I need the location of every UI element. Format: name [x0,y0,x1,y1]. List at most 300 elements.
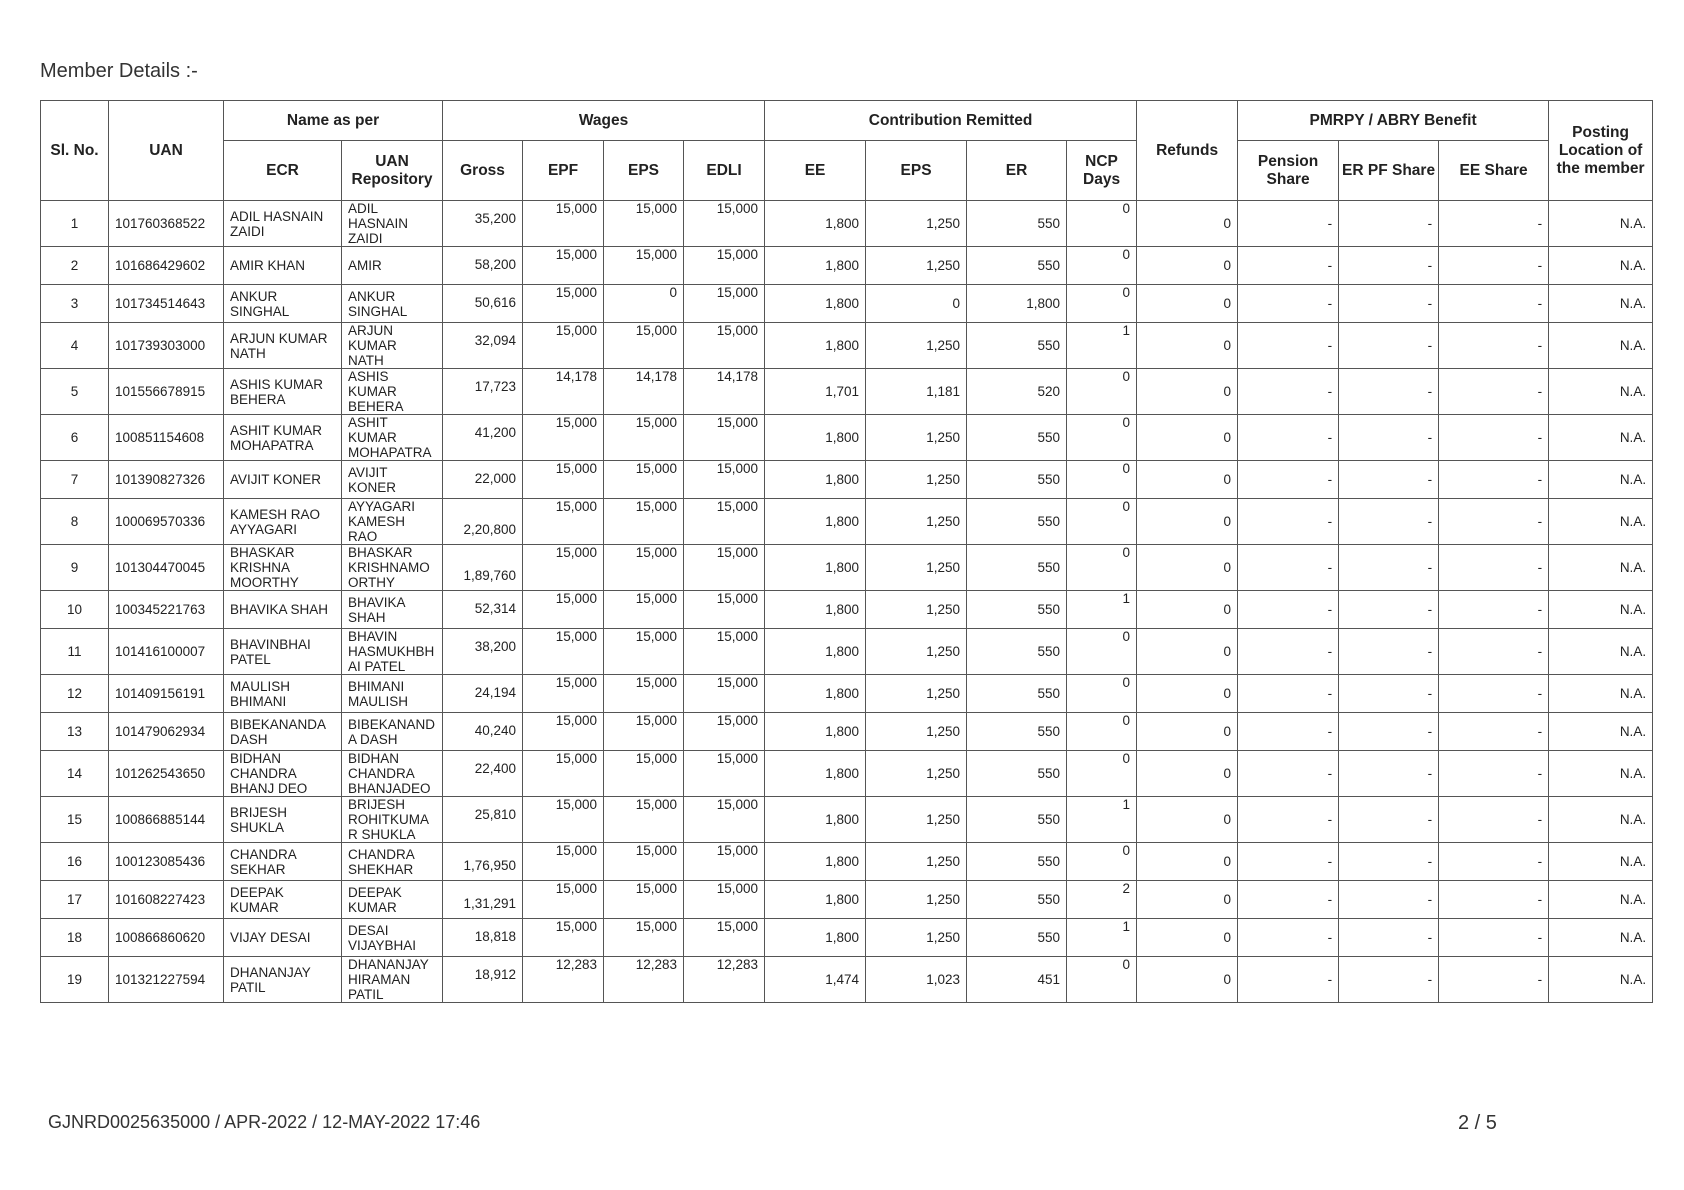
cell-er-pf-share: - [1339,751,1439,797]
header-uan-repository: UAN Repository [342,141,443,201]
cell-name-ecr: BHAVINBHAI PATEL [224,629,342,675]
cell-name-uan-repository: CHANDRA SHEKHAR [342,843,443,881]
cell-eps: 0 [604,285,684,323]
cell-sl-no: 9 [41,545,109,591]
cell-name-uan-repository: AVIJIT KONER [342,461,443,499]
cell-sl-no: 4 [41,323,109,369]
cell-name-uan-repository: BHIMANI MAULISH [342,675,443,713]
cell-pension-share: - [1238,797,1339,843]
cell-name-uan-repository: ANKUR SINGHAL [342,285,443,323]
cell-uan: 101409156191 [109,675,224,713]
cell-refunds: 0 [1137,591,1238,629]
cell-ncp-days: 0 [1067,369,1137,415]
cell-gross: 22,000 [443,461,523,499]
cell-sl-no: 11 [41,629,109,675]
cell-ee: 1,800 [765,629,866,675]
cell-epf: 15,000 [523,591,604,629]
cell-contribution-eps: 1,250 [866,629,967,675]
cell-er: 550 [967,629,1067,675]
cell-edli: 15,000 [684,591,765,629]
cell-uan: 100069570336 [109,499,224,545]
cell-pension-share: - [1238,285,1339,323]
cell-er-pf-share: - [1339,591,1439,629]
cell-uan: 100866885144 [109,797,224,843]
cell-er: 1,800 [967,285,1067,323]
cell-ee: 1,800 [765,323,866,369]
cell-gross: 41,200 [443,415,523,461]
cell-gross: 40,240 [443,713,523,751]
cell-refunds: 0 [1137,751,1238,797]
header-er-pf-share: ER PF Share [1339,141,1439,201]
cell-refunds: 0 [1137,797,1238,843]
cell-name-ecr: BIBEKANANDA DASH [224,713,342,751]
cell-ncp-days: 0 [1067,629,1137,675]
cell-uan: 101734514643 [109,285,224,323]
cell-pension-share: - [1238,591,1339,629]
cell-ee: 1,800 [765,461,866,499]
table-body [41,201,1653,1003]
cell-contribution-eps: 1,250 [866,201,967,247]
cell-ncp-days: 0 [1067,713,1137,751]
cell-pension-share: - [1238,369,1339,415]
table-row [41,545,1653,591]
cell-gross: 1,76,950 [443,843,523,881]
cell-name-ecr: AMIR KHAN [224,247,342,285]
table-row [41,369,1653,415]
cell-contribution-eps: 1,250 [866,591,967,629]
cell-uan: 100345221763 [109,591,224,629]
cell-er: 550 [967,797,1067,843]
cell-sl-no: 1 [41,201,109,247]
cell-refunds: 0 [1137,919,1238,957]
cell-name-ecr: BHAVIKA SHAH [224,591,342,629]
cell-name-ecr: BRIJESH SHUKLA [224,797,342,843]
cell-epf: 15,000 [523,461,604,499]
page-number: 2 / 5 [1458,1112,1497,1134]
cell-ee-share: - [1439,247,1549,285]
cell-ncp-days: 2 [1067,881,1137,919]
cell-posting-location: N.A. [1549,919,1653,957]
cell-er-pf-share: - [1339,545,1439,591]
cell-uan: 101321227594 [109,957,224,1003]
cell-name-ecr: DHANANJAY PATIL [224,957,342,1003]
cell-uan: 101479062934 [109,713,224,751]
cell-posting-location: N.A. [1549,369,1653,415]
table-row [41,751,1653,797]
header-refunds: Refunds [1137,101,1238,201]
table-row [41,201,1653,247]
cell-eps: 12,283 [604,957,684,1003]
table-row [41,323,1653,369]
cell-er: 550 [967,247,1067,285]
cell-ee-share: - [1439,323,1549,369]
cell-edli: 15,000 [684,499,765,545]
cell-gross: 18,818 [443,919,523,957]
cell-epf: 15,000 [523,843,604,881]
table-row [41,591,1653,629]
cell-ncp-days: 1 [1067,591,1137,629]
cell-gross: 25,810 [443,797,523,843]
cell-epf: 15,000 [523,881,604,919]
cell-contribution-eps: 1,250 [866,415,967,461]
cell-pension-share: - [1238,247,1339,285]
cell-edli: 15,000 [684,247,765,285]
cell-uan: 100123085436 [109,843,224,881]
cell-epf: 15,000 [523,545,604,591]
cell-edli: 15,000 [684,545,765,591]
cell-eps: 15,000 [604,751,684,797]
cell-sl-no: 8 [41,499,109,545]
header-edli: EDLI [684,141,765,201]
cell-ncp-days: 0 [1067,957,1137,1003]
cell-edli: 15,000 [684,323,765,369]
cell-ee-share: - [1439,201,1549,247]
cell-ee-share: - [1439,545,1549,591]
cell-posting-location: N.A. [1549,675,1653,713]
cell-ncp-days: 1 [1067,323,1137,369]
cell-pension-share: - [1238,843,1339,881]
cell-name-ecr: VIJAY DESAI [224,919,342,957]
cell-name-uan-repository: ARJUN KUMAR NATH [342,323,443,369]
cell-ee-share: - [1439,843,1549,881]
cell-name-ecr: MAULISH BHIMANI [224,675,342,713]
cell-sl-no: 18 [41,919,109,957]
cell-edli: 15,000 [684,919,765,957]
cell-edli: 15,000 [684,461,765,499]
cell-pension-share: - [1238,323,1339,369]
cell-epf: 15,000 [523,285,604,323]
cell-er-pf-share: - [1339,323,1439,369]
cell-ee: 1,800 [765,285,866,323]
cell-er: 550 [967,843,1067,881]
cell-er: 550 [967,499,1067,545]
cell-uan: 100866860620 [109,919,224,957]
table-row [41,285,1653,323]
cell-posting-location: N.A. [1549,957,1653,1003]
cell-refunds: 0 [1137,499,1238,545]
cell-ee: 1,800 [765,499,866,545]
cell-ncp-days: 0 [1067,843,1137,881]
cell-sl-no: 12 [41,675,109,713]
cell-sl-no: 17 [41,881,109,919]
cell-posting-location: N.A. [1549,629,1653,675]
cell-contribution-eps: 1,250 [866,881,967,919]
cell-er: 550 [967,461,1067,499]
cell-name-uan-repository: ADIL HASNAIN ZAIDI [342,201,443,247]
cell-ee: 1,701 [765,369,866,415]
cell-refunds: 0 [1137,881,1238,919]
cell-posting-location: N.A. [1549,285,1653,323]
cell-ee: 1,800 [765,713,866,751]
cell-epf: 15,000 [523,751,604,797]
cell-name-ecr: KAMESH RAO AYYAGARI [224,499,342,545]
cell-gross: 58,200 [443,247,523,285]
cell-refunds: 0 [1137,843,1238,881]
table-row [41,919,1653,957]
header-ee: EE [765,141,866,201]
cell-er: 520 [967,369,1067,415]
cell-refunds: 0 [1137,545,1238,591]
cell-uan: 101304470045 [109,545,224,591]
header-er: ER [967,141,1067,201]
header-wages: Wages [443,101,765,141]
cell-er-pf-share: - [1339,415,1439,461]
table-row [41,499,1653,545]
cell-contribution-eps: 1,250 [866,843,967,881]
table-row [41,713,1653,751]
header-name-as-per: Name as per [224,101,443,141]
cell-er: 550 [967,323,1067,369]
cell-pension-share: - [1238,499,1339,545]
cell-uan: 101390827326 [109,461,224,499]
table-row [41,797,1653,843]
header-gross: Gross [443,141,523,201]
cell-posting-location: N.A. [1549,545,1653,591]
cell-epf: 15,000 [523,323,604,369]
cell-edli: 15,000 [684,881,765,919]
cell-name-ecr: ANKUR SINGHAL [224,285,342,323]
cell-epf: 15,000 [523,499,604,545]
cell-name-ecr: BIDHAN CHANDRA BHANJ DEO [224,751,342,797]
cell-name-uan-repository: BHASKAR KRISHNAMO ORTHY [342,545,443,591]
cell-eps: 15,000 [604,247,684,285]
table-row [41,957,1653,1003]
header-ee-share: EE Share [1439,141,1549,201]
cell-ee-share: - [1439,675,1549,713]
cell-er-pf-share: - [1339,797,1439,843]
cell-pension-share: - [1238,629,1339,675]
cell-sl-no: 14 [41,751,109,797]
cell-posting-location: N.A. [1549,881,1653,919]
cell-pension-share: - [1238,675,1339,713]
cell-name-ecr: BHASKAR KRISHNA MOORTHY [224,545,342,591]
cell-contribution-eps: 1,250 [866,797,967,843]
cell-posting-location: N.A. [1549,499,1653,545]
cell-ee-share: - [1439,751,1549,797]
cell-er-pf-share: - [1339,957,1439,1003]
cell-er: 550 [967,919,1067,957]
cell-ee: 1,800 [765,415,866,461]
cell-name-uan-repository: ASHIS KUMAR BEHERA [342,369,443,415]
cell-contribution-eps: 1,250 [866,499,967,545]
cell-edli: 14,178 [684,369,765,415]
cell-uan: 100851154608 [109,415,224,461]
cell-er: 550 [967,675,1067,713]
cell-refunds: 0 [1137,415,1238,461]
cell-eps: 15,000 [604,499,684,545]
cell-refunds: 0 [1137,369,1238,415]
cell-ee: 1,800 [765,591,866,629]
cell-contribution-eps: 1,250 [866,751,967,797]
cell-gross: 22,400 [443,751,523,797]
cell-ee-share: - [1439,957,1549,1003]
cell-ncp-days: 0 [1067,461,1137,499]
cell-posting-location: N.A. [1549,247,1653,285]
cell-ee: 1,800 [765,201,866,247]
cell-eps: 15,000 [604,629,684,675]
cell-uan: 101739303000 [109,323,224,369]
cell-sl-no: 2 [41,247,109,285]
cell-ee: 1,800 [765,881,866,919]
cell-edli: 15,000 [684,201,765,247]
cell-ee: 1,800 [765,545,866,591]
cell-ncp-days: 0 [1067,499,1137,545]
cell-ee-share: - [1439,369,1549,415]
cell-er: 550 [967,415,1067,461]
cell-er: 550 [967,201,1067,247]
cell-pension-share: - [1238,461,1339,499]
cell-pension-share: - [1238,881,1339,919]
cell-ee-share: - [1439,499,1549,545]
header-posting-location: Posting Location of the member [1549,101,1653,201]
cell-er-pf-share: - [1339,675,1439,713]
cell-er: 451 [967,957,1067,1003]
table-row [41,415,1653,461]
cell-ee: 1,800 [765,919,866,957]
cell-name-uan-repository: AYYAGARI KAMESH RAO [342,499,443,545]
cell-contribution-eps: 1,250 [866,323,967,369]
cell-er-pf-share: - [1339,713,1439,751]
cell-ee: 1,800 [765,751,866,797]
header-epf: EPF [523,141,604,201]
cell-er-pf-share: - [1339,285,1439,323]
cell-contribution-eps: 1,250 [866,713,967,751]
cell-pension-share: - [1238,415,1339,461]
cell-er-pf-share: - [1339,843,1439,881]
cell-name-uan-repository: BRIJESH ROHITKUMA R SHUKLA [342,797,443,843]
header-contribution-remitted: Contribution Remitted [765,101,1137,141]
cell-name-uan-repository: BIBEKANAND A DASH [342,713,443,751]
cell-ncp-days: 0 [1067,675,1137,713]
cell-eps: 15,000 [604,323,684,369]
header-eps: EPS [604,141,684,201]
cell-gross: 18,912 [443,957,523,1003]
header-uan: UAN [109,101,224,201]
cell-pension-share: - [1238,919,1339,957]
cell-eps: 15,000 [604,675,684,713]
cell-contribution-eps: 1,250 [866,919,967,957]
cell-posting-location: N.A. [1549,843,1653,881]
cell-ee-share: - [1439,919,1549,957]
cell-name-ecr: CHANDRA SEKHAR [224,843,342,881]
cell-eps: 14,178 [604,369,684,415]
cell-gross: 38,200 [443,629,523,675]
cell-name-ecr: ADIL HASNAIN ZAIDI [224,201,342,247]
page-heading: Member Details :- [40,60,198,82]
cell-gross: 35,200 [443,201,523,247]
cell-posting-location: N.A. [1549,591,1653,629]
cell-posting-location: N.A. [1549,751,1653,797]
cell-name-ecr: ARJUN KUMAR NATH [224,323,342,369]
header-contribution-eps: EPS [866,141,967,201]
cell-sl-no: 7 [41,461,109,499]
cell-epf: 15,000 [523,675,604,713]
member-details-table [40,100,1653,1003]
cell-sl-no: 6 [41,415,109,461]
cell-sl-no: 13 [41,713,109,751]
cell-contribution-eps: 0 [866,285,967,323]
cell-ncp-days: 0 [1067,247,1137,285]
cell-eps: 15,000 [604,797,684,843]
cell-contribution-eps: 1,250 [866,675,967,713]
cell-posting-location: N.A. [1549,323,1653,369]
cell-ee-share: - [1439,881,1549,919]
cell-uan: 101262543650 [109,751,224,797]
cell-gross: 52,314 [443,591,523,629]
cell-edli: 15,000 [684,843,765,881]
cell-ee-share: - [1439,285,1549,323]
cell-edli: 15,000 [684,797,765,843]
cell-er-pf-share: - [1339,629,1439,675]
cell-epf: 14,178 [523,369,604,415]
cell-contribution-eps: 1,250 [866,545,967,591]
cell-refunds: 0 [1137,285,1238,323]
cell-ee: 1,800 [765,675,866,713]
cell-name-uan-repository: BIDHAN CHANDRA BHANJADEO [342,751,443,797]
cell-er-pf-share: - [1339,369,1439,415]
cell-sl-no: 19 [41,957,109,1003]
cell-name-ecr: AVIJIT KONER [224,461,342,499]
cell-ee-share: - [1439,797,1549,843]
cell-sl-no: 3 [41,285,109,323]
cell-pension-share: - [1238,201,1339,247]
cell-edli: 15,000 [684,713,765,751]
cell-edli: 15,000 [684,751,765,797]
cell-epf: 15,000 [523,247,604,285]
table-row [41,629,1653,675]
cell-posting-location: N.A. [1549,713,1653,751]
cell-refunds: 0 [1137,713,1238,751]
cell-er: 550 [967,751,1067,797]
cell-sl-no: 15 [41,797,109,843]
cell-ee-share: - [1439,591,1549,629]
cell-ncp-days: 0 [1067,201,1137,247]
table-header [41,101,1653,201]
cell-ncp-days: 1 [1067,797,1137,843]
cell-er-pf-share: - [1339,201,1439,247]
footer-reference: GJNRD0025635000 / APR-2022 / 12-MAY-2022 17:46 [48,1112,481,1132]
cell-name-uan-repository: ASHIT KUMAR MOHAPATRA [342,415,443,461]
cell-eps: 15,000 [604,461,684,499]
cell-refunds: 0 [1137,461,1238,499]
cell-er-pf-share: - [1339,247,1439,285]
table-row [41,461,1653,499]
cell-name-uan-repository: AMIR [342,247,443,285]
cell-refunds: 0 [1137,323,1238,369]
cell-refunds: 0 [1137,247,1238,285]
cell-er: 550 [967,713,1067,751]
cell-epf: 15,000 [523,415,604,461]
cell-ee-share: - [1439,415,1549,461]
cell-eps: 15,000 [604,201,684,247]
cell-epf: 12,283 [523,957,604,1003]
cell-refunds: 0 [1137,629,1238,675]
cell-posting-location: N.A. [1549,415,1653,461]
cell-name-ecr: DEEPAK KUMAR [224,881,342,919]
cell-contribution-eps: 1,181 [866,369,967,415]
cell-ee: 1,800 [765,247,866,285]
cell-ee-share: - [1439,629,1549,675]
cell-ncp-days: 0 [1067,751,1137,797]
header-pension-share: Pension Share [1238,141,1339,201]
cell-ee-share: - [1439,713,1549,751]
cell-ee: 1,474 [765,957,866,1003]
cell-uan: 101608227423 [109,881,224,919]
cell-epf: 15,000 [523,797,604,843]
cell-name-ecr: ASHIT KUMAR MOHAPATRA [224,415,342,461]
cell-ncp-days: 0 [1067,285,1137,323]
cell-pension-share: - [1238,957,1339,1003]
